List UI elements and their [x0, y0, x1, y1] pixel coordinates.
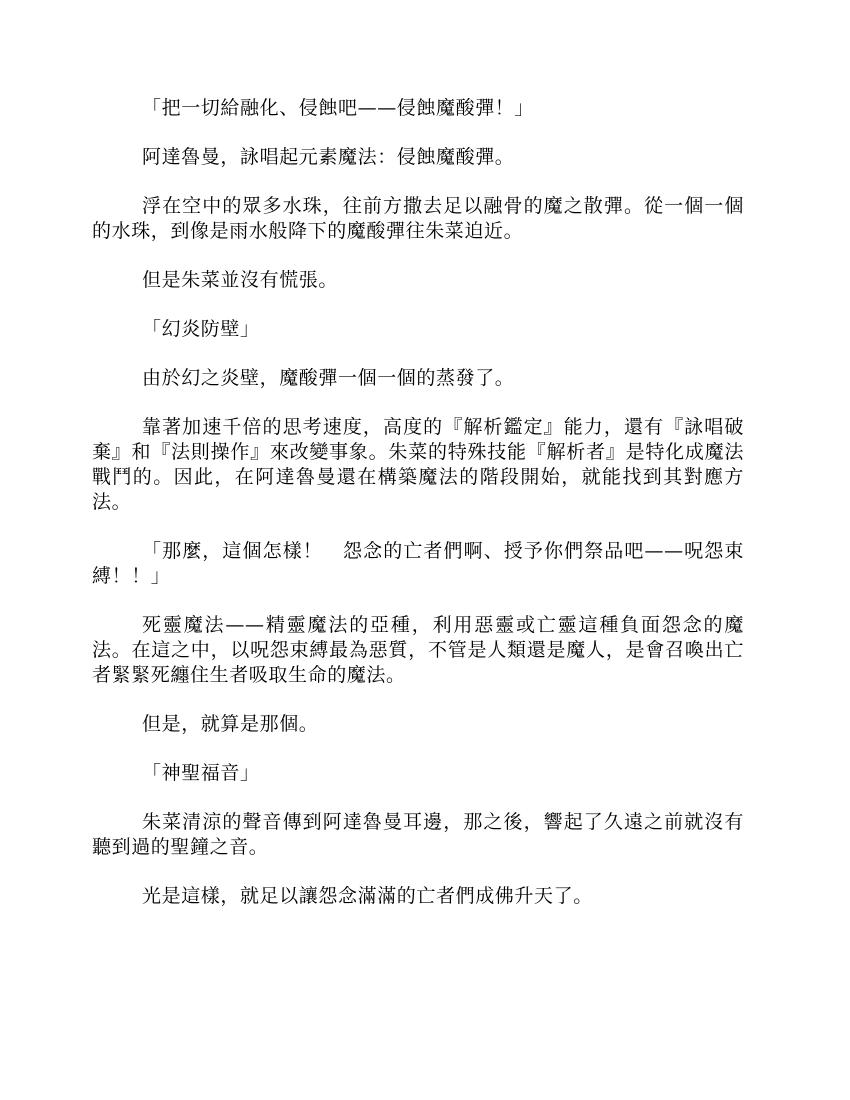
- paragraph-11: 「神聖福音」: [142, 762, 260, 784]
- paragraph-3: 浮在空中的眾多水珠，往前方撒去足以融骨的魔之散彈。從一個一個的水珠，到像是雨水般降下的魔酸彈往朱菜迫近。: [92, 195, 744, 242]
- paragraph-7: 靠著加速千倍的思考速度，高度的『解析鑑定』能力，還有『詠唱破棄』和『法則操作』來改變事象。朱菜的特殊技能『解析者』是特化成魔法戰鬥的。因此，在阿達魯曼還在構築魔法的階段開始，就能找到其對應方法。: [92, 416, 744, 513]
- paragraph-6: 由於幻之炎壁，魔酸彈一個一個的蒸發了。: [142, 367, 515, 389]
- document-page: [92, 96, 744, 933]
- paragraph-9: 死靈魔法——精靈魔法的亞種，利用惡靈或亡靈這種負面怨念的魔法。在這之中，以呪怨束縛最為惡質，不管是人類還是魔人，是會召喚出亡者緊緊死纏住生者吸取生命的魔法。: [92, 614, 744, 686]
- paragraph-10: 但是，就算是那個。: [142, 713, 319, 735]
- paragraph-4: 但是朱菜並沒有慌張。: [142, 269, 339, 291]
- paragraph-8: 「那麼，這個怎樣！ 怨念的亡者們啊、授予你們祭品吧——呪怨束縛！！」: [92, 540, 744, 587]
- paragraph-5: 「幻炎防壁」: [142, 318, 260, 340]
- paragraph-12: 朱菜清涼的聲音傳到阿達魯曼耳邊，那之後，響起了久遠之前就沒有聽到過的聖鐘之音。: [92, 811, 744, 858]
- paragraph-2: 阿達魯曼，詠唱起元素魔法：侵蝕魔酸彈。: [142, 146, 515, 168]
- paragraph-1: 「把一切給融化、侵蝕吧——侵蝕魔酸彈！」: [142, 97, 535, 119]
- paragraph-13: 光是這樣，就足以讓怨念滿滿的亡者們成佛升天了。: [142, 885, 593, 907]
